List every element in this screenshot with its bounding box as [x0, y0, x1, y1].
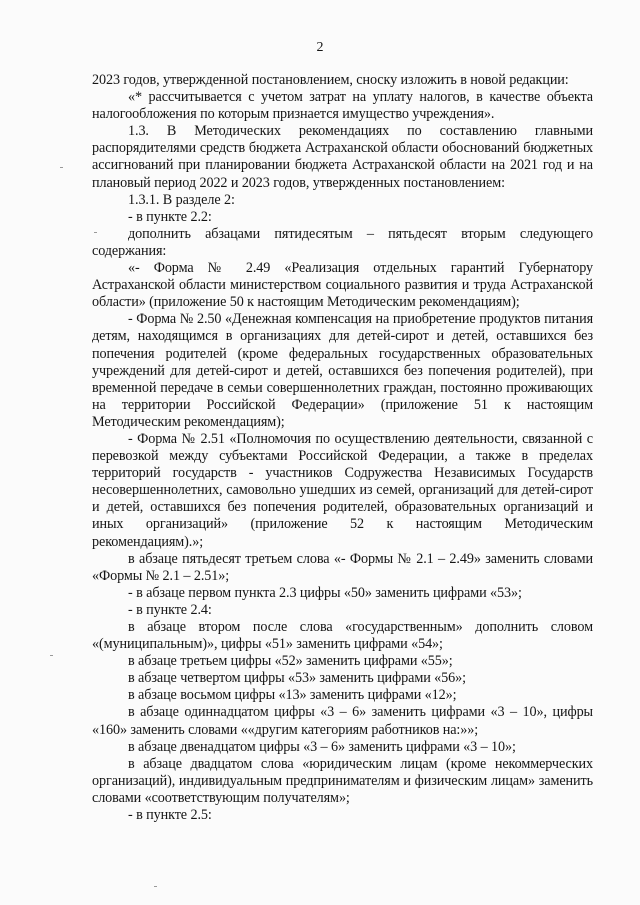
paragraph-17: в абзаце одиннадцатом цифры «3 – 6» заменить цифрами «3 – 10», цифры «160» заменить словами ««другим категориям работников на:»»;	[92, 704, 593, 738]
paragraph-3: 1.3. В Методических рекомендациях по составлению главными распорядителями средств бюджета Астраханской области обоснований бюджетных ассигнований при планировании бюджета Астраханской области на 2021 год и на плановый период 2022 и 2023 годов, утвержденных постановлением:	[92, 123, 593, 191]
paragraph-5: - в пункте 2.2:	[128, 208, 212, 225]
paragraph-2: «* рассчитывается с учетом затрат на уплату налогов, в качестве объекта налогообложения по которым признается имущество учреждения».	[92, 89, 593, 123]
paragraph-20: - в пункте 2.5:	[128, 807, 212, 824]
paragraph-12: - в пункте 2.4:	[128, 601, 212, 618]
scan-speck	[50, 655, 53, 656]
paragraph-10: в абзаце пятьдесят третьем слова «- Формы № 2.1 – 2.49» заменить словами «Формы № 2.1 – 2.51»;	[92, 550, 593, 584]
scan-speck	[60, 167, 63, 168]
document-body	[92, 72, 593, 824]
paragraph-4: 1.3.1. В разделе 2:	[128, 191, 235, 208]
scan-speck	[94, 232, 97, 233]
paragraph-11: - в абзаце первом пункта 2.3 цифры «50» заменить цифрами «53»;	[128, 584, 522, 601]
paragraph-9: - Форма № 2.51 «Полномочия по осуществлению деятельности, связанной с перевозкой между субъектами Российской Федерации, а также в пределах территорий государств - участников Содружества Независимых Государств несовершеннолетних, самовольно ушедших из семей, организаций для детей-сирот и детей, оставшихся без попечения родителей, образовательных организаций и иных организаций» (приложение 52 к настоящим Методическим рекомендациям).»;	[92, 430, 593, 550]
paragraph-14: в абзаце третьем цифры «52» заменить цифрами «55»;	[128, 653, 453, 670]
paragraph-15: в абзаце четвертом цифры «53» заменить цифрами «56»;	[128, 670, 466, 687]
paragraph-18: в абзаце двенадцатом цифры «3 – 6» заменить цифрами «3 – 10»;	[128, 738, 516, 755]
paragraph-19: в абзаце двадцатом слова «юридическим лицам (кроме некоммерческих организаций), индивидуальным предпринимателям и физическим лицам» заменить словами «соответствующим получателям»;	[92, 755, 593, 806]
paragraph-8: - Форма № 2.50 «Денежная компенсация на приобретение продуктов питания детям, находящимся в организациях для детей-сирот и детей, оставшихся без попечения родителей (кроме федеральных государственных образовательных учреждений для детей-сирот и детей, оставшихся без попечения родителей), при временной передаче в семьи совершеннолетних граждан, постоянно проживающих на территории Российской Федерации» (приложение 51 к настоящим Методическим рекомендациям);	[92, 311, 593, 430]
paragraph-7: «- Форма № 2.49 «Реализация отдельных гарантий Губернатору Астраханской области министерством социального развития и труда Астраханской области» (приложение 50 к настоящим Методическим рекомендациям);	[92, 260, 593, 311]
paragraph-1: 2023 годов, утвержденной постановлением, сноску изложить в новой редакции:	[92, 72, 569, 88]
paragraph-13: в абзаце втором после слова «государственным» дополнить словом «(муниципальным)», цифры «51» заменить цифрами «54»;	[92, 619, 593, 653]
page-number: 2	[316, 40, 324, 55]
scan-speck	[154, 886, 157, 887]
paragraph-6: дополнить абзацами пятидесятым – пятьдесят вторым следующего содержания:	[92, 225, 593, 259]
paragraph-16: в абзаце восьмом цифры «13» заменить цифрами «12»;	[128, 687, 457, 704]
